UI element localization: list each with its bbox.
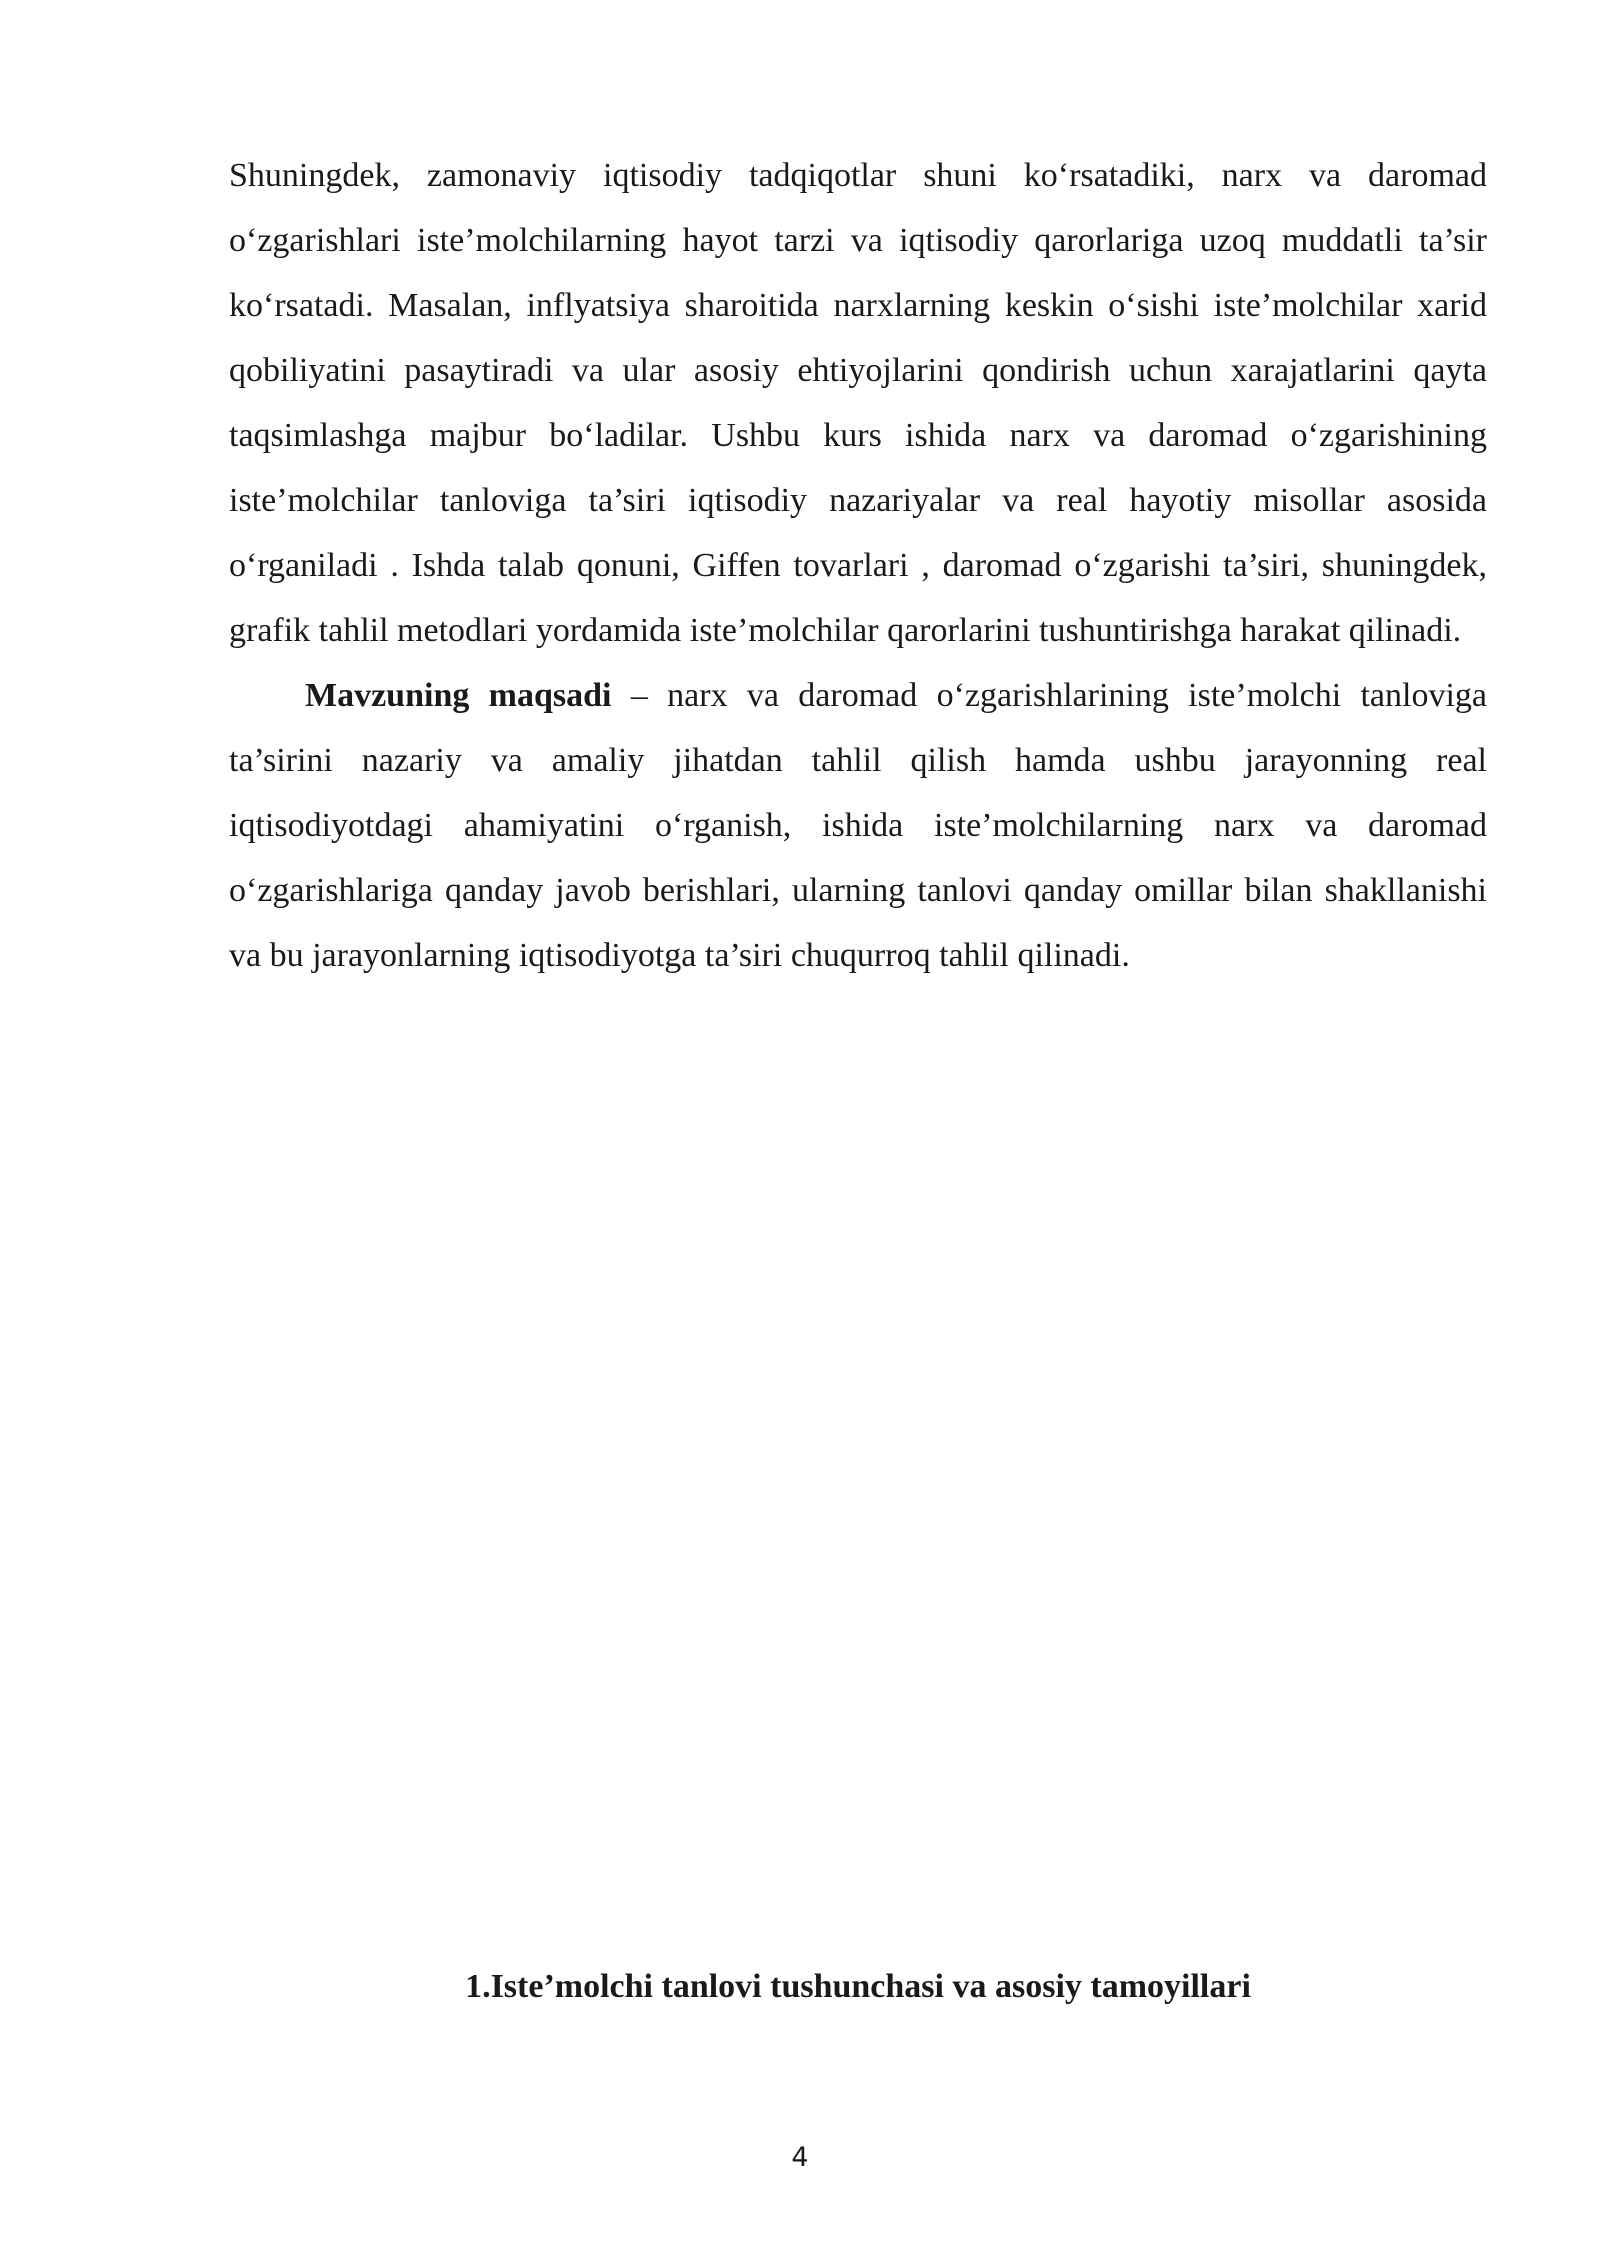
paragraph-goal-text: – narx va daromad o‘zgarishlarining iste’molchi tanloviga ta’sirini nazariy va amaliy jihatdan tahlil qilish hamda ushbu jarayonning real iqtisodiyotdagi ahamiyatini o‘rganish, ishida iste’molchilarning narx va daromad o‘zgarishlariga qanday javob berishlari, ularning tanlovi qanday omillar bilan shakllanishi va bu jarayonlarning iqtisodiyotga ta’siri chuqurroq tahlil qilinadi. bbox=[229, 677, 1487, 974]
paragraph-goal-lead: Mavzuning maqsadi bbox=[305, 677, 612, 714]
paragraph-goal bbox=[229, 663, 1487, 988]
body-text bbox=[229, 143, 1487, 988]
page-number: 4 bbox=[791, 2142, 809, 2173]
paragraph-intro: Shuningdek, zamonaviy iqtisodiy tadqiqotlar shuni ko‘rsatadiki, narx va daromad o‘zgarishlari iste’molchilarning hayot tarzi va iqtisodiy qarorlariga uzoq muddatli ta’sir ko‘rsatadi. Masalan, inflyatsiya sharoitida narxlarning keskin o‘sishi iste’molchilar xarid qobiliyatini pasaytiradi va ular asosiy ehtiyojlarini qondirish uchun xarajatlarini qayta taqsimlashga majbur bo‘ladilar. Ushbu kurs ishida narx va daromad o‘zgarishining iste’molchilar tanloviga ta’siri iqtisodiy nazariyalar va real hayotiy misollar asosida o‘rganiladi . Ishda talab qonuni, Giffen tovarlari , daromad o‘zgarishi ta’siri, shuningdek, grafik tahlil metodlari yordamida iste’molchilar qarorlarini tushuntirishga harakat qilinadi. bbox=[229, 157, 1487, 649]
section-heading: 1.Iste’molchi tanlovi tushunchasi va asosiy tamoyillari bbox=[465, 1968, 1251, 2005]
